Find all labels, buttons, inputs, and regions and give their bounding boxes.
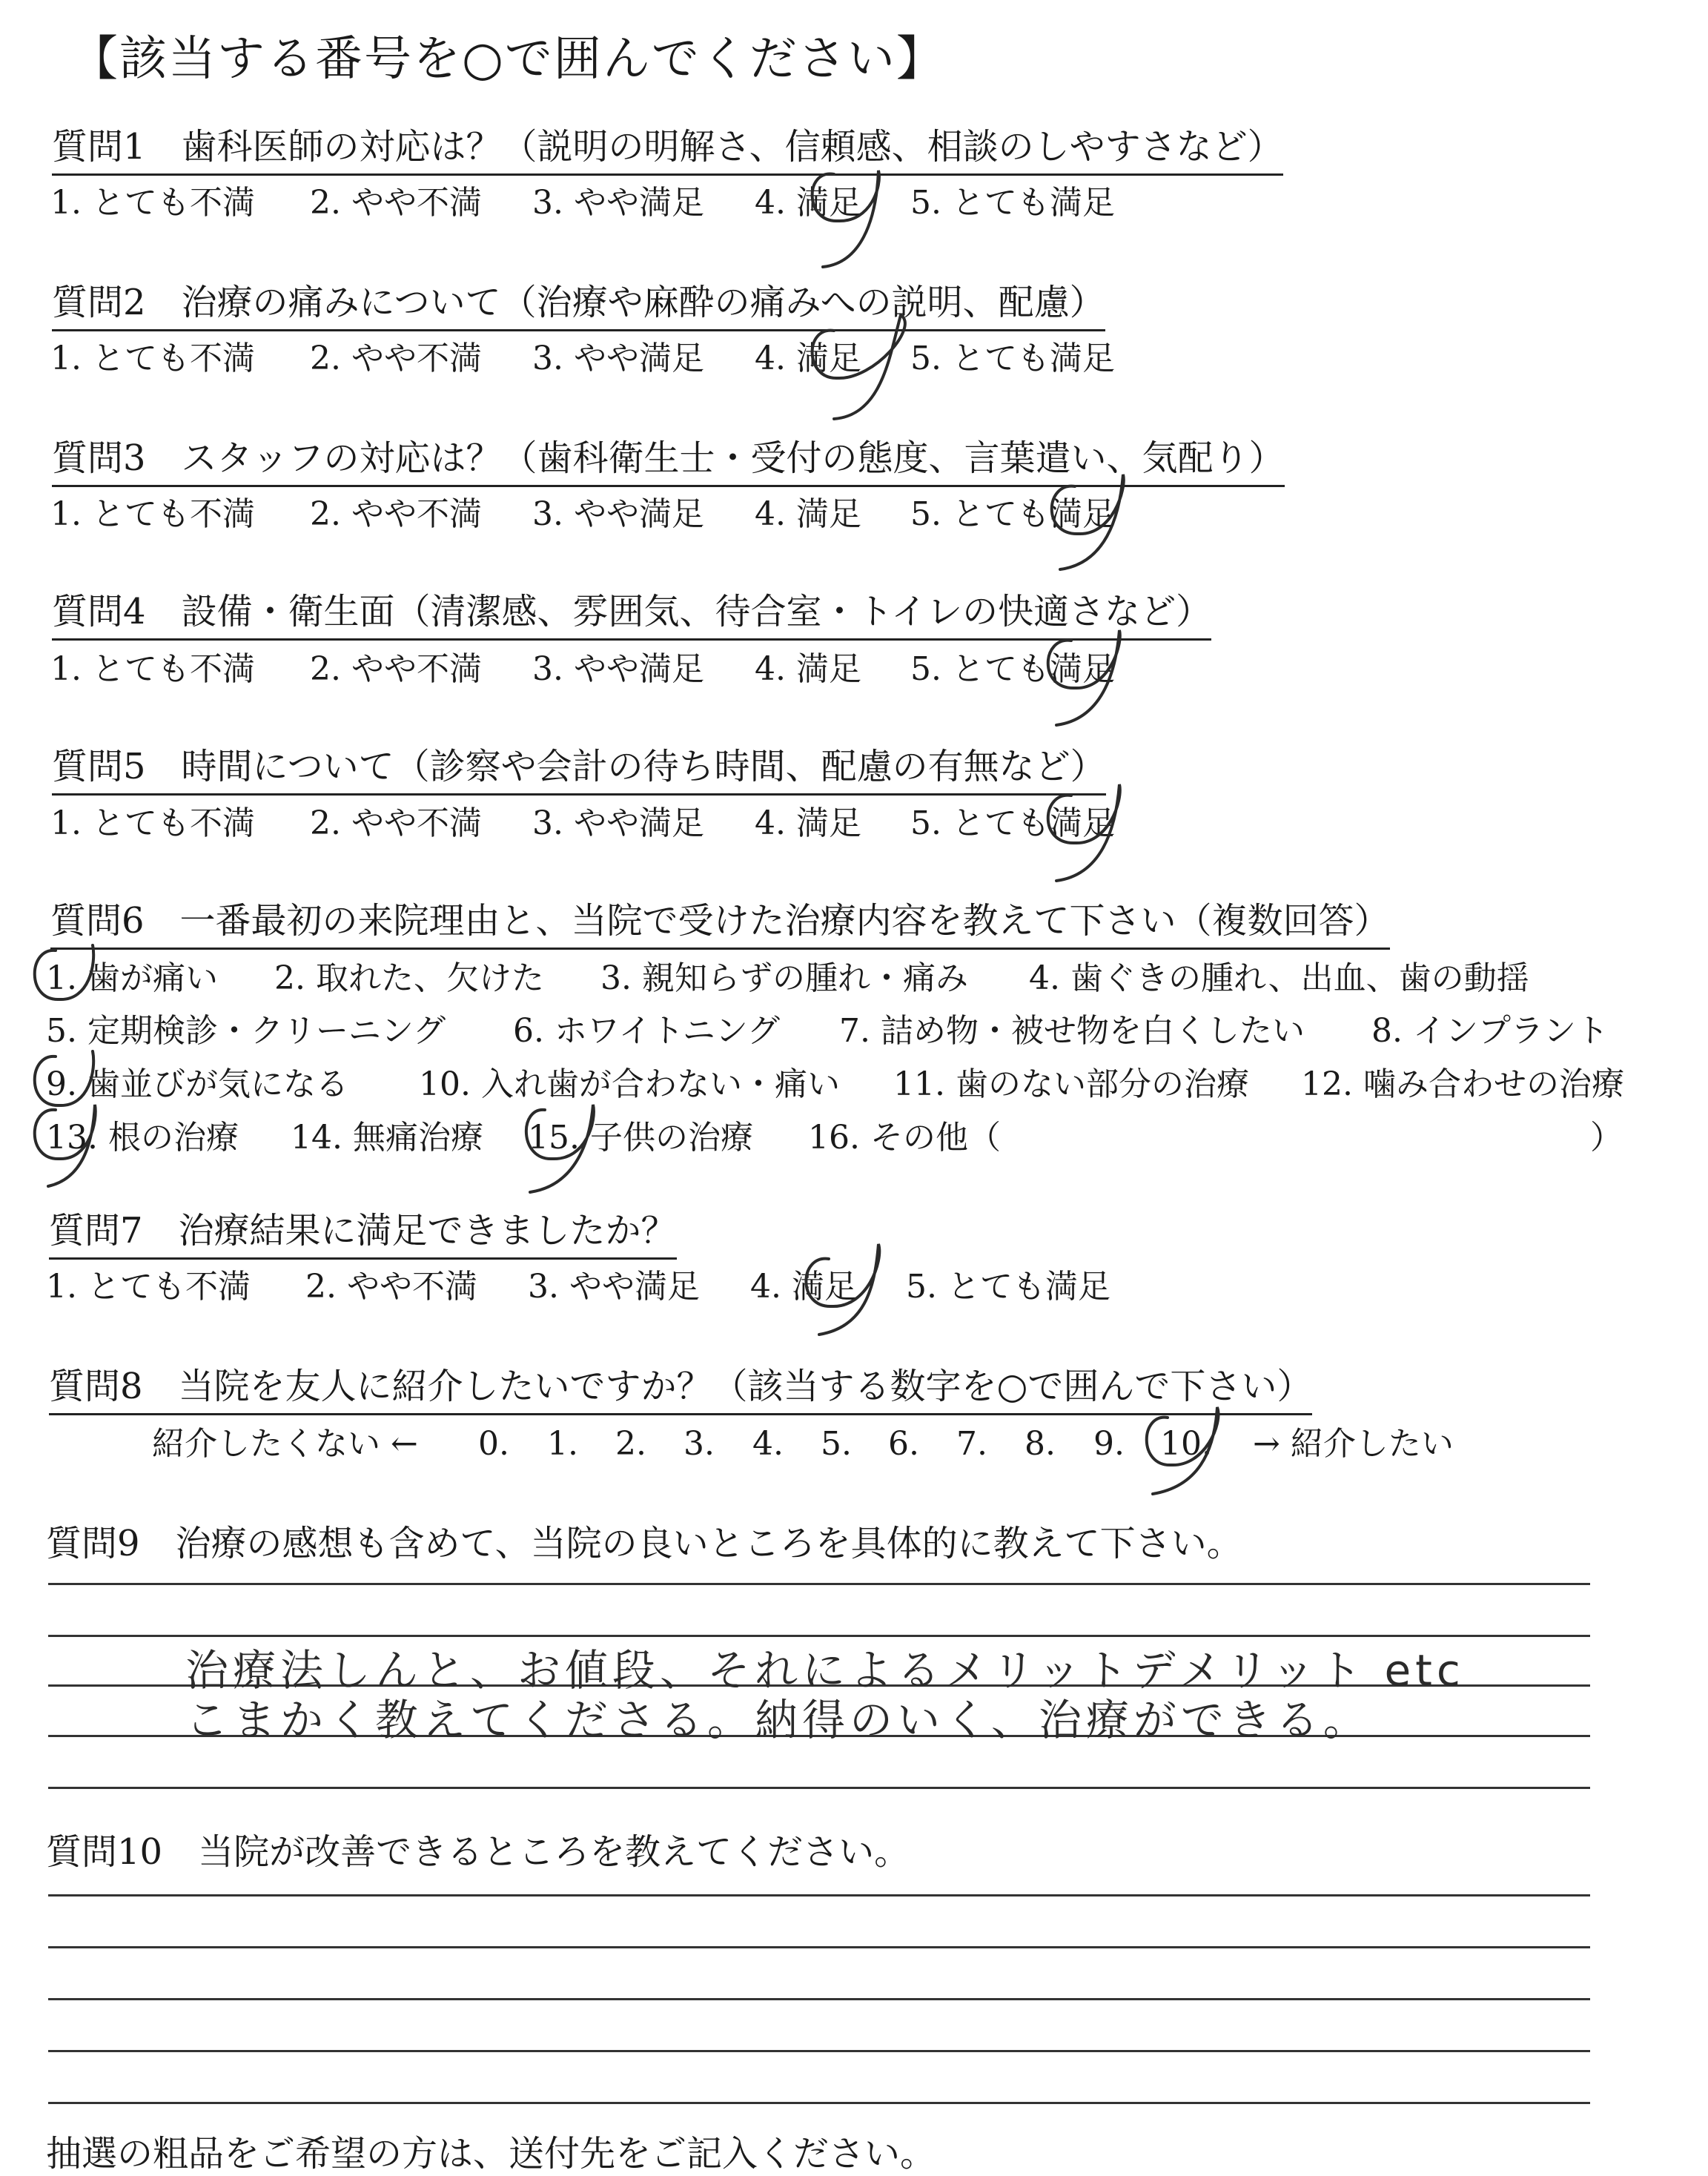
q3-option-2[interactable]: 2. やや不満 (310, 495, 482, 533)
q6-option-5[interactable]: 5. 定期検診・クリーニング (46, 1012, 446, 1050)
q6-option-15[interactable]: 15. 子供の治療 (528, 1119, 753, 1157)
q3-option-3[interactable]: 3. やや満足 (532, 495, 704, 533)
q10-answer-line[interactable] (48, 1998, 1590, 2000)
q5-option-1[interactable]: 1. とても不満 (50, 804, 255, 842)
q4-option-2[interactable]: 2. やや不満 (310, 650, 482, 688)
q3-option-5[interactable]: 5. とても満足 (910, 495, 1115, 533)
q2-title: 質問2 治療の痛みについて（治療や麻酔の痛みへの説明、配慮） (52, 280, 1105, 331)
q7-option-4[interactable]: 4. 満足 (750, 1268, 857, 1306)
q6-option-6[interactable]: 6. ホワイトニング (513, 1012, 781, 1050)
q6-other-close-paren: ） (1590, 1119, 1623, 1157)
q3-option-4[interactable]: 4. 満足 (755, 495, 861, 533)
q8-right-label: → 紹介したい (1253, 1425, 1454, 1463)
q4-option-4[interactable]: 4. 満足 (755, 650, 861, 688)
q8-scale-4[interactable]: 4. (752, 1425, 784, 1463)
q6-option-14[interactable]: 14. 無痛治療 (291, 1119, 483, 1157)
q10-answer-line[interactable] (48, 2102, 1590, 2104)
q4-option-3[interactable]: 3. やや満足 (532, 650, 704, 688)
q6-option-2[interactable]: 2. 取れた、欠けた (274, 959, 544, 997)
q6-title: 質問6 一番最初の来院理由と、当院で受けた治療内容を教えて下さい（複数回答） (50, 899, 1390, 950)
q8-left-label: 紹介したくない ← (152, 1425, 418, 1463)
q6-option-16[interactable]: 16. その他（ (808, 1119, 1001, 1157)
q8-scale-6[interactable]: 6. (888, 1425, 919, 1463)
q5-option-5[interactable]: 5. とても満足 (910, 804, 1115, 842)
q8-scale-9[interactable]: 9. (1093, 1425, 1125, 1463)
q2-option-2[interactable]: 2. やや不満 (310, 340, 482, 377)
q6-option-9[interactable]: 9. 歯並びが気になる (46, 1065, 348, 1103)
form-instruction: 【該当する番号を○で囲んでください】 (70, 32, 945, 87)
q1-option-2[interactable]: 2. やや不満 (310, 184, 482, 222)
q5-option-4[interactable]: 4. 満足 (755, 804, 861, 842)
q4-option-1[interactable]: 1. とても不満 (50, 650, 255, 688)
q8-scale-0[interactable]: 0. (478, 1425, 509, 1463)
q1-option-4[interactable]: 4. 満足 (755, 184, 861, 222)
q4-option-5[interactable]: 5. とても満足 (910, 650, 1115, 688)
q1-option-1[interactable]: 1. とても不満 (50, 184, 255, 222)
q5-option-3[interactable]: 3. やや満足 (532, 804, 704, 842)
q9-handwritten-answer-line-1: 治療法しんと、お値段、それによるメリットデメリット etc (185, 1645, 1465, 1696)
q5-title: 質問5 時間について（診察や会計の待ち時間、配慮の有無など） (52, 744, 1106, 796)
q10-title: 質問10 当院が改善できるところを教えてください。 (46, 1831, 910, 1873)
q8-scale-7[interactable]: 7. (956, 1425, 987, 1463)
q10-answer-line[interactable] (48, 2050, 1590, 2052)
q7-title: 質問7 治療結果に満足できましたか？ (49, 1208, 677, 1260)
q9-answer-line[interactable] (48, 1787, 1590, 1789)
q6-option-11[interactable]: 11. 歯のない部分の治療 (893, 1065, 1249, 1103)
q2-option-3[interactable]: 3. やや満足 (532, 340, 704, 377)
q6-option-10[interactable]: 10. 入れ歯が合わない・痛い (419, 1065, 840, 1103)
q6-option-7[interactable]: 7. 詰め物・被せ物を白くしたい (839, 1012, 1305, 1050)
q6-option-13[interactable]: 13. 根の治療 (46, 1119, 239, 1157)
q7-option-1[interactable]: 1. とても不満 (46, 1268, 251, 1306)
q1-option-3[interactable]: 3. やや満足 (532, 184, 704, 222)
q8-scale-1[interactable]: 1. (547, 1425, 578, 1463)
q3-option-1[interactable]: 1. とても不満 (50, 495, 255, 533)
q6-option-4[interactable]: 4. 歯ぐきの腫れ、出血、歯の動揺 (1029, 959, 1529, 997)
q6-option-8[interactable]: 8. インプラント (1371, 1012, 1609, 1050)
q1-title: 質問1 歯科医師の対応は？（説明の明解さ、信頼感、相談のしやすさなど） (52, 125, 1283, 176)
q7-option-3[interactable]: 3. やや満足 (528, 1268, 700, 1306)
q5-option-2[interactable]: 2. やや不満 (310, 804, 482, 842)
q2-option-4[interactable]: 4. 満足 (755, 340, 861, 377)
q10-answer-line[interactable] (48, 1894, 1590, 1896)
q4-title: 質問4 設備・衛生面（清潔感、雰囲気、待合室・トイレの快適さなど） (52, 589, 1211, 641)
q8-scale-2[interactable]: 2. (615, 1425, 646, 1463)
footer-note: 抽選の粗品をご希望の方は、送付先をご記入ください。 (46, 2133, 936, 2175)
q3-title: 質問3 スタッフの対応は？（歯科衛生士・受付の態度、言葉遣い、気配り） (52, 436, 1285, 487)
q9-title: 質問9 治療の感想も含めて、当院の良いところを具体的に教えて下さい。 (46, 1523, 1242, 1564)
q9-answer-line[interactable] (48, 1583, 1590, 1585)
q8-scale-5[interactable]: 5. (821, 1425, 852, 1463)
q8-scale-3[interactable]: 3. (683, 1425, 715, 1463)
q10-answer-line[interactable] (48, 1946, 1590, 1948)
q2-option-1[interactable]: 1. とても不満 (50, 340, 255, 377)
q9-handwritten-answer-line-2: こまかく教えてくださる。納得のいく、治療ができる。 (185, 1695, 1371, 1745)
q8-scale-10[interactable]: 10. (1160, 1425, 1212, 1463)
q6-option-1[interactable]: 1. 歯が痛い (46, 959, 218, 997)
q1-option-5[interactable]: 5. とても満足 (910, 184, 1115, 222)
q2-option-5[interactable]: 5. とても満足 (910, 340, 1115, 377)
q7-option-5[interactable]: 5. とても満足 (906, 1268, 1110, 1306)
q6-option-3[interactable]: 3. 親知らずの腫れ・痛み (600, 959, 968, 997)
q8-title: 質問8 当院を友人に紹介したいですか？（該当する数字を○で囲んで下さい） (49, 1364, 1312, 1415)
q8-scale-8[interactable]: 8. (1025, 1425, 1056, 1463)
q6-option-12[interactable]: 12. 噛み合わせの治療 (1301, 1065, 1624, 1103)
q7-option-2[interactable]: 2. やや不満 (305, 1268, 477, 1306)
